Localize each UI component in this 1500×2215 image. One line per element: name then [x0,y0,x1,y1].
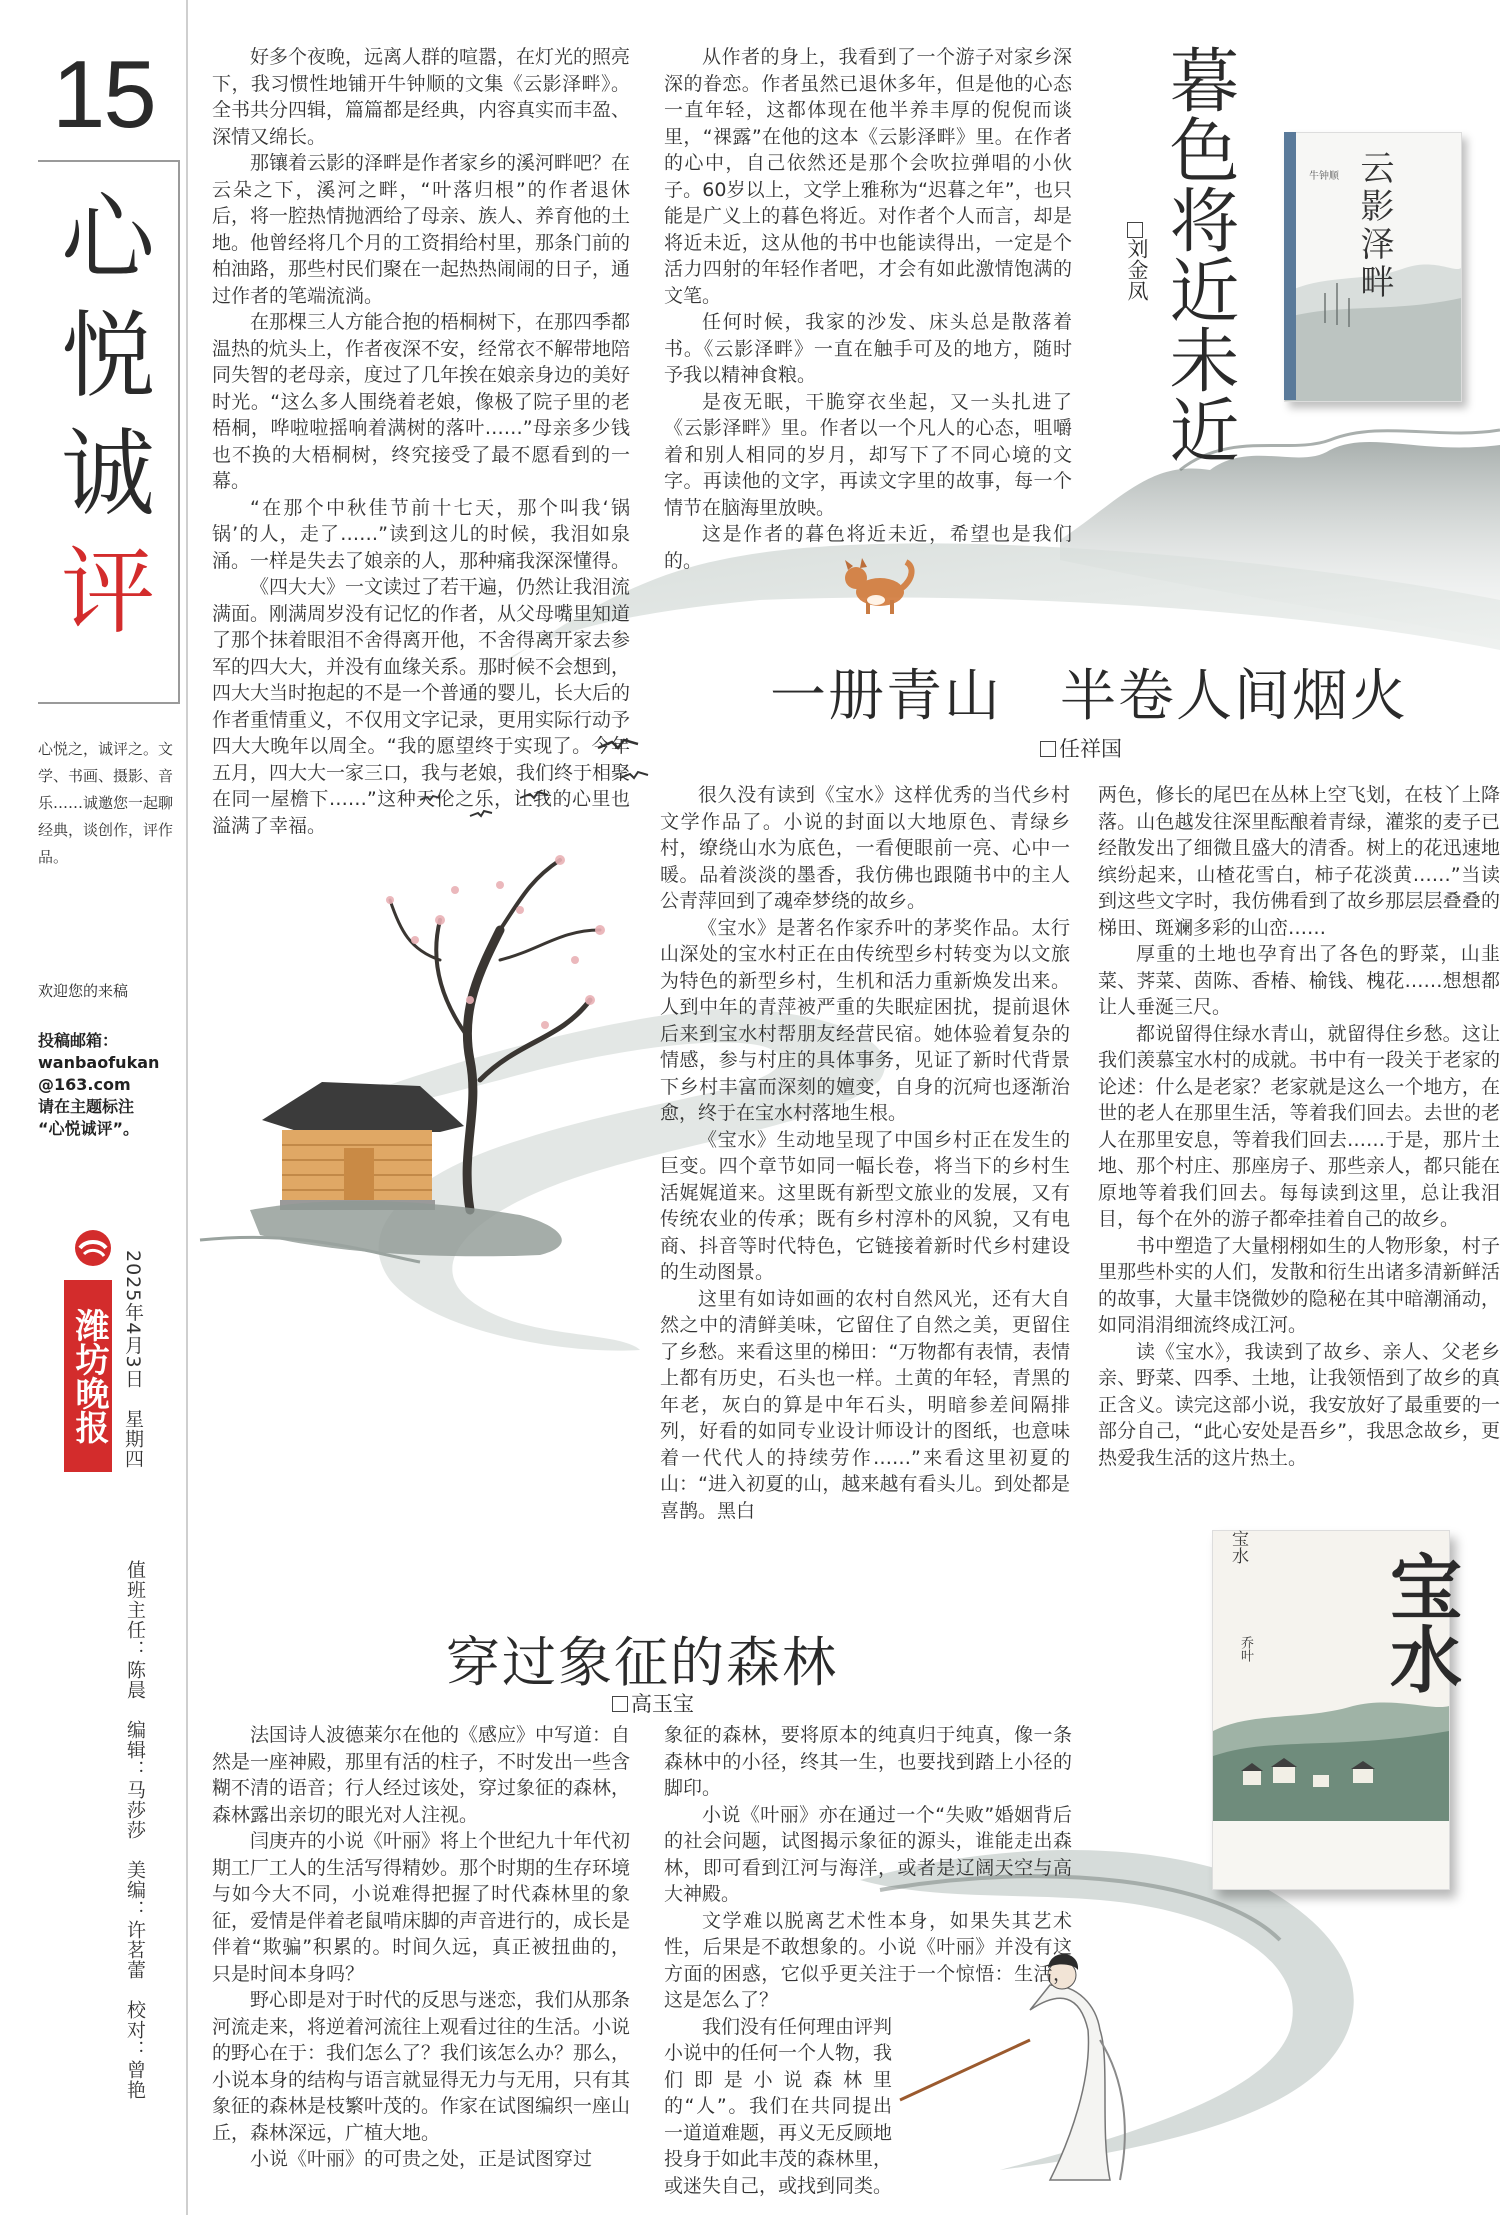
article1-author: 刘金凤 [1125,238,1149,301]
submission-info [38,1030,183,1140]
article2-paragraph: 两色，修长的尾巴在丛林上空飞划，在枝丫上降落。山色越发往深里酝酿着青绿，灌浆的麦子已经散发出了细微且盛大的清香。树上的花迅速地缤纷起来，山楂花雪白，柿子花淡黄……”当读到这些文字时，我仿佛看到了故乡那层层叠叠的梯田、斑斓多彩的山峦…… [1098,784,1500,939]
article1-column2 [664,44,1072,574]
article3-column1 [212,1722,630,2173]
submission-email-line2[interactable]: @163.com [38,1075,131,1094]
book-title-baoshui: 宝水 [1378,1550,1463,1694]
column-title-char-2: 悦 [60,302,155,411]
article1-paragraph: 从作者的身上，我看到了一个游子对家乡深深的眷恋。作者虽然已退休多年，但是他的心态一直年轻，这都体现在他半养丰厚的倪倪而谈里，“祼露”在他的这本《云影泽畔》里。在作者的心中，自己依然还是那个会吹拉弹唱的小伙子。60岁以上，文学上雅称为“迟暮之年”，也只能是广义上的暮色将近。对作者个人而言，却是将近未近，这从他的书中也能读得出，一定是个活力四射的年轻作者吧，才会有如此激情饱满的文笔。 [664,46,1072,307]
newspaper-logo-icon [70,1228,116,1268]
article1-byline [1122,222,1152,301]
article3-author: 高玉宝 [631,1692,694,1716]
article3-column2 [664,1722,1072,2199]
svg-text:牛钟顺: 牛钟顺 [1309,171,1339,182]
article2-paragraph: 《宝水》生动地呈现了中国乡村正在发生的巨变。四个章节如同一幅长卷，将当下的乡村生活娓娓道来。这里既有新型文旅业的发展，又有传统农业的传承；既有乡村淳朴的风貌，又有电商、抖音等时代特色，它链接着新时代乡村建设的生动图景。 [660,1128,1070,1283]
byline-box-icon [612,1696,628,1712]
newspaper-name: 潍坊晚报 [64,1280,112,1472]
article3-paragraph: 小说《叶丽》亦在通过一个“失败”婚姻背后的社会问题，试图揭示象征的源头，谁能走出森林，即可看到江河与海洋，或者是辽阔天空与高大神殿。 [664,1803,1072,1905]
article3-paragraph: 象征的森林，要将原本的纯真归于纯真，像一条森林中的小径，终其一生，也要找到踏上小径的脚印。 [664,1724,1072,1799]
article2-column2 [1098,782,1500,1471]
article1-paragraph: 是夜无眠，干脆穿衣坐起，又一头扎进了《云影泽畔》里。作者以一个凡人的心态，咀嚼着和别人相同的岁月，却写下了不同心境的文字。再读他的文字，再读文字里的故事，每一个情节在脑海里放映。 [664,390,1072,519]
article3-title: 穿过象征的森林 [446,1631,838,1694]
article1-paragraph: “在那个中秋佳节前十七天，那个叫我‘锅锅’的人，走了……”读到这儿的时候，我泪如泉涌。一样是失去了娘亲的人，那种痛我深深懂得。 [212,496,631,572]
article3-paragraph: 我们没有任何理由评判小说中的任何一个人物，我们即是小说森林里的“人”。我们在共同提出一道道难题，再义无反顾地投身于如此丰茂的森林里，或迷失自己，或找到同类。 [664,2015,893,2197]
article3-paragraph: 文学难以脱离艺术性本身，如果失其艺术性，后果是不敢想象的。小说《叶丽》并没有这方面的困惑，它似乎更关注于一个惊悟：生活，这是怎么了？ [664,1909,1072,2011]
book-spine-title: 宝水 [1228,1530,1248,1564]
byline-box-icon [1040,741,1056,757]
submission-note-line2: “心悦诚评”。 [38,1119,140,1138]
article1-title: 暮色将近未近 [1158,44,1240,464]
column-title-char-red: 评 [60,538,155,647]
article3-paragraph: 小说《叶丽》的可贵之处，正是试图穿过 [250,2148,593,2170]
book-author: 乔叶 [1238,1636,1253,1662]
article2-paragraph: 《宝水》是著名作家乔叶的茅奖作品。太行山深处的宝水村正在由传统型乡村转变为以文旅为特色的新型乡村，生机和活力重新焕发出来。人到中年的青萍被严重的失眠症困扰，提前退休后来到宝水村帮朋友经营民宿。她体验着复杂的情感，参与村庄的具体事务，见证了新时代背景下乡村丰富而深刻的嬗变，自身的沉疴也逐渐治愈，终于在宝水村落地生根。 [660,916,1070,1124]
book-spine [1284,132,1296,400]
article3-paragraph: 法国诗人波德莱尔在他的《感应》中写道：自然是一座神殿，那里有活的柱子，不时发出一些含糊不清的语音；行人经过该处，穿过象征的森林，森林露出亲切的眼光对人注视。 [212,1724,631,1826]
article1-paragraph: 那镶着云影的泽畔是作者家乡的溪河畔吧？在云朵之下，溪河之畔，“叶落归根”的作者退休后，将一腔热情抛洒给了母亲、族人、养育他的土地。他曾经将几个月的工资捐给村里，那条门前的柏油路，那些村民们聚在一起热热闹闹的日子，通过作者的笔端流淌。 [212,152,631,307]
article3-byline [612,1688,694,1718]
submission-note-line1: 请在主题标注 [38,1097,135,1116]
article2-paragraph: 厚重的土地也孕育出了各色的野菜，山韭菜、荠菜、茵陈、香椿、榆钱、槐花……想想都让人垂涎三尺。 [1098,943,1500,1018]
column-title-char-1: 心 [60,184,155,293]
article1-paragraph: 《四大大》一文读过了若干遍，仍然让我泪流满面。刚满周岁没有记忆的作者，从父母嘴里知道了那个抹着眼泪不舍得离开他，不舍得离开家去参军的四大大，并没有血缘关系。那时候不会想到，四大大当时抱起的不是一个普通的婴儿，长大后的作者重情重义，不仅用文字记录，更用实际行动予四大大晚年以周全。“我的愿望终于实现了。今年五月，四大大一家三口，我与老娘，我们终于相聚在同一屋檐下……”这种天伦之乐，让我的心里也溢满了幸福。 [212,576,631,837]
column-divider [186,0,188,2215]
column-title-char-3: 诚 [60,420,155,529]
article2-paragraph: 书中塑造了大量栩栩如生的人物形象，村子里那些朴实的人们，发散和衍生出诸多清新鲜活的故事，大量丰饶微妙的隐秘在其中暗潮涌动，如同涓涓细流终成江河。 [1098,1234,1500,1336]
page-number: 15 [52,41,155,148]
article2-column1 [660,782,1070,1524]
column-intro: 心悦之，诚评之。文学、书画、摄影、音乐……诚邀您一起聊经典，谈创作，评作品。 [38,740,174,866]
article1-paragraph: 任何时候，我家的沙发、床头总是散落着书。《云影泽畔》一直在触手可及的地方，随时予我以精神食粮。 [664,311,1072,386]
article2-paragraph: 读《宝水》，我读到了故乡、亲人、父老乡亲、野菜、四季、土地，让我领悟到了故乡的真正含义。读完这部小说，我安放好了最重要的一部分自己，“此心安处是吾乡”，我思念故乡，更热爱我生活的这片热土。 [1098,1340,1500,1469]
column-title [48,180,168,652]
article1-paragraph: 这是作者的暮色将近未近，希望也是我们的。 [664,523,1072,572]
article1-column1 [212,44,630,839]
article1-paragraph: 好多个夜晚，远离人群的喧嚣，在灯光的照亮下，我习惯性地铺开牛钟顺的文集《云影泽畔》。全书共分四辑，篇篇都是经典，内容真实而丰盈、深情又绵长。 [212,46,631,148]
article2-byline [1040,733,1122,763]
submission-email-line1[interactable]: wanbaofukan [38,1053,160,1072]
welcome-text: 欢迎您的来稿 [38,982,129,1000]
byline-box-icon [1127,222,1143,238]
article1-paragraph: 在那棵三人方能合抱的梧桐树下，在那四季都温热的炕头上，作者夜深不安，经常衣不解带地陪同失智的老母亲，度过了几年挨在娘亲身边的美好时光。“这么多人围绕着老娘，像极了院子里的老梧桐，哗啦啦摇响着满树的落叶……”母亲多少钱也不换的大梧桐树，终究接受了最不愿看到的一幕。 [212,311,631,492]
article3-paragraph: 野心即是对于时代的反思与迷恋，我们从那条河流走来，将逆着河流往上观看过往的生活。小说的野心在于：我们怎么了？我们该怎么办？那么，小说本身的结构与语言就显得无力与无用，只有其象征的森林是枝繁叶茂的。作家在试图编织一座山丘，森林深远，广植大地。 [212,1989,631,2144]
book-title-yunying: 云影泽畔 [1354,150,1394,302]
submission-label: 投稿邮箱： [38,1031,119,1050]
article2-paragraph: 都说留得住绿水青山，就留得住乡愁。这让我们羡慕宝水村的成就。书中有一段关于老家的论述：什么是老家？老家就是这么一个地方，在世的老人在那里生活，等着我们回去。去世的老人在那里安息，等着我们回去……于是，那片土地、那个村庄、那座房子、那些亲人，都只能在原地等着我们回去。每每读到这里，总让我泪目，每个在外的游子都牵挂着自己的故乡。 [1098,1022,1500,1230]
article2-title: 一册青山 半卷人间烟火 [770,664,1408,729]
issue-date: 2025年4月3日 星期四 [122,1250,144,1469]
article3-paragraph: 闫庚卉的小说《叶丽》将上个世纪九十年代初期工厂工人的生活写得精妙。那个时期的生存环境与如今大不同，小说难得把握了时代森林里的象征，爱情是伴着老鼠啃床脚的声音进行的，成长是伴着“欺骗”积累的。时间久远，真正被扭曲的，只是时间本身吗？ [212,1830,631,1985]
article2-author: 任祥国 [1059,737,1122,761]
article2-paragraph: 这里有如诗如画的农村自然风光，还有大自然之中的清鲜美味，它留住了自然之美，更留住了乡愁。来看这里的梯田：“万物都有表情，表情上都有历史，石头也一样。土黄的年轻，青黑的年老，灰白的算是中年石头，明暗参差间隔排列，好看的如同专业设计师设计的图纸，也意味着一代代人的持续劳作……”来看这里初夏的山：“进入初夏的山，越来越有看头儿。到处都是喜鹊。黑白 [660,1287,1070,1522]
article2-paragraph: 很久没有读到《宝水》这样优秀的当代乡村文学作品了。小说的封面以大地原色、青绿乡村，缭绕山水为底色，一看便眼前一亮、心中一暖。品着淡淡的墨香，我仿佛也跟随书中的主人公青萍回到了魂牵梦绕的故乡。 [660,784,1070,912]
staff-credits: 值班主任：陈晨 编辑：马莎莎 美编：许茗蕾 校对：曾艳 [124,1560,146,2100]
